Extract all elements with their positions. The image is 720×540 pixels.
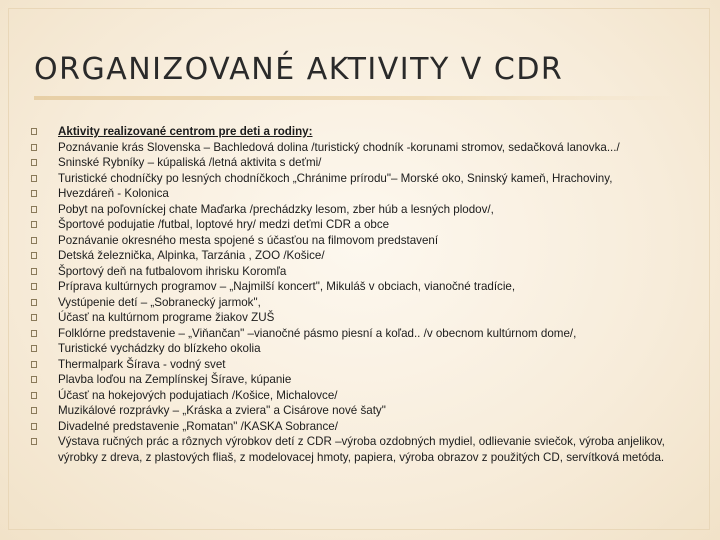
list-item-text: Poznávanie krás Slovenska – Bachledová dolina /turistický chodník -korunami stromov, sedačková lanovka.../ bbox=[58, 140, 620, 154]
square-bullet-icon bbox=[30, 155, 58, 171]
list-item-text: Účasť na kultúrnom programe žiakov ZUŠ bbox=[58, 311, 275, 324]
slide-title: ORGANIZOVANÉ AKTIVITY V CDR bbox=[34, 52, 564, 87]
list-item bbox=[30, 310, 700, 326]
square-bullet-icon bbox=[30, 357, 58, 373]
list-item bbox=[30, 388, 700, 404]
square-bullet-icon bbox=[30, 217, 58, 233]
square-bullet-icon bbox=[30, 248, 58, 264]
square-bullet-icon bbox=[30, 372, 58, 388]
list-item-text: Účasť na hokejových podujatiach /Košice, Michalovce/ bbox=[58, 388, 338, 402]
list-item bbox=[30, 140, 700, 156]
list-item-text: Muzikálové rozprávky – „Kráska a zviera" a Cisárove nové šaty" bbox=[58, 404, 386, 417]
list-item bbox=[30, 341, 700, 357]
square-bullet-icon bbox=[30, 341, 58, 357]
list-item-text: Športový deň na futbalovom ihrisku Koromľa bbox=[58, 264, 287, 278]
list-item bbox=[30, 357, 700, 373]
title-underline bbox=[34, 96, 674, 100]
list-item bbox=[30, 155, 700, 171]
list-heading: Aktivity realizované centrom pre deti a rodiny: bbox=[58, 125, 313, 138]
list-item-text: Športové podujatie /futbal, loptové hry/ medzi deťmi CDR a obce bbox=[58, 218, 390, 231]
square-bullet-icon bbox=[30, 326, 58, 342]
list-item-text: Detská železnička, Alpinka, Tarzánia , ZOO /Košice/ bbox=[58, 249, 325, 262]
list-item-text: Plavba loďou na Zemplínskej Šírave, kúpanie bbox=[58, 373, 292, 386]
list-item bbox=[30, 202, 700, 218]
list-item-text: Thermalpark Šírava - vodný svet bbox=[58, 357, 226, 371]
square-bullet-icon bbox=[30, 388, 58, 404]
square-bullet-icon bbox=[30, 419, 58, 435]
list-item-text: Turistické chodníčky po lesných chodníčkoch „Chránime prírodu"– Morské oko, Sninský kameň, Hrachoviny, bbox=[58, 171, 613, 185]
list-item-text: Folklórne predstavenie – „Viňančan" –vianočné pásmo piesní a koľad.. /v obecnom kultúrnom dome/, bbox=[58, 326, 577, 340]
list-item-text: Príprava kultúrnych programov – „Najmilší koncert", Mikuláš v obciach, vianočné tradície, bbox=[58, 280, 516, 293]
list-item bbox=[30, 217, 700, 233]
list-item bbox=[30, 248, 700, 264]
list-item-text: Turistické vychádzky do blízkeho okolia bbox=[58, 342, 261, 355]
list-item-text: Vystúpenie detí – „Sobranecký jarmok", bbox=[58, 295, 261, 309]
square-bullet-icon bbox=[30, 310, 58, 326]
activity-list bbox=[30, 124, 700, 465]
list-item-text: Sninské Rybníky – kúpaliská /letná aktivita s deťmi/ bbox=[58, 156, 322, 169]
square-bullet-icon bbox=[30, 171, 58, 187]
square-bullet-icon bbox=[30, 279, 58, 295]
square-bullet-icon bbox=[30, 124, 58, 140]
list-item bbox=[30, 264, 700, 280]
square-bullet-icon bbox=[30, 295, 58, 311]
list-item bbox=[30, 326, 700, 342]
square-bullet-icon bbox=[30, 264, 58, 280]
list-item-text: Divadelné predstavenie „Romatan" /KASKA Sobrance/ bbox=[58, 419, 338, 433]
list-item bbox=[30, 372, 700, 388]
square-bullet-icon bbox=[30, 186, 58, 202]
square-bullet-icon bbox=[30, 202, 58, 218]
list-item bbox=[30, 403, 700, 419]
list-item-text: Hvezdáreň - Kolonica bbox=[58, 187, 169, 200]
list-item-text: Výstava ručných prác a rôznych výrobkov detí z CDR –výroba ozdobných mydiel, odlievanie sviečok, výroba anjelikov, výrobky z dreva, z plastových fliaš, z modelovacej hmoty, papiera, výroba obrazov z použitých CD, servítková metóda. bbox=[58, 435, 665, 464]
list-item bbox=[30, 419, 700, 435]
list-item bbox=[30, 124, 700, 140]
list-item-text: Pobyt na poľovníckej chate Maďarka /prechádzky lesom, zber húb a lesných plodov/, bbox=[58, 202, 494, 216]
square-bullet-icon bbox=[30, 403, 58, 419]
list-item bbox=[30, 186, 700, 202]
list-item bbox=[30, 434, 700, 465]
list-item bbox=[30, 171, 700, 187]
list-item-text: Poznávanie okresného mesta spojené s účasťou na filmovom predstavení bbox=[58, 233, 439, 247]
list-item bbox=[30, 233, 700, 249]
square-bullet-icon bbox=[30, 233, 58, 249]
list-item bbox=[30, 295, 700, 311]
list-item bbox=[30, 279, 700, 295]
square-bullet-icon bbox=[30, 434, 58, 450]
square-bullet-icon bbox=[30, 140, 58, 156]
